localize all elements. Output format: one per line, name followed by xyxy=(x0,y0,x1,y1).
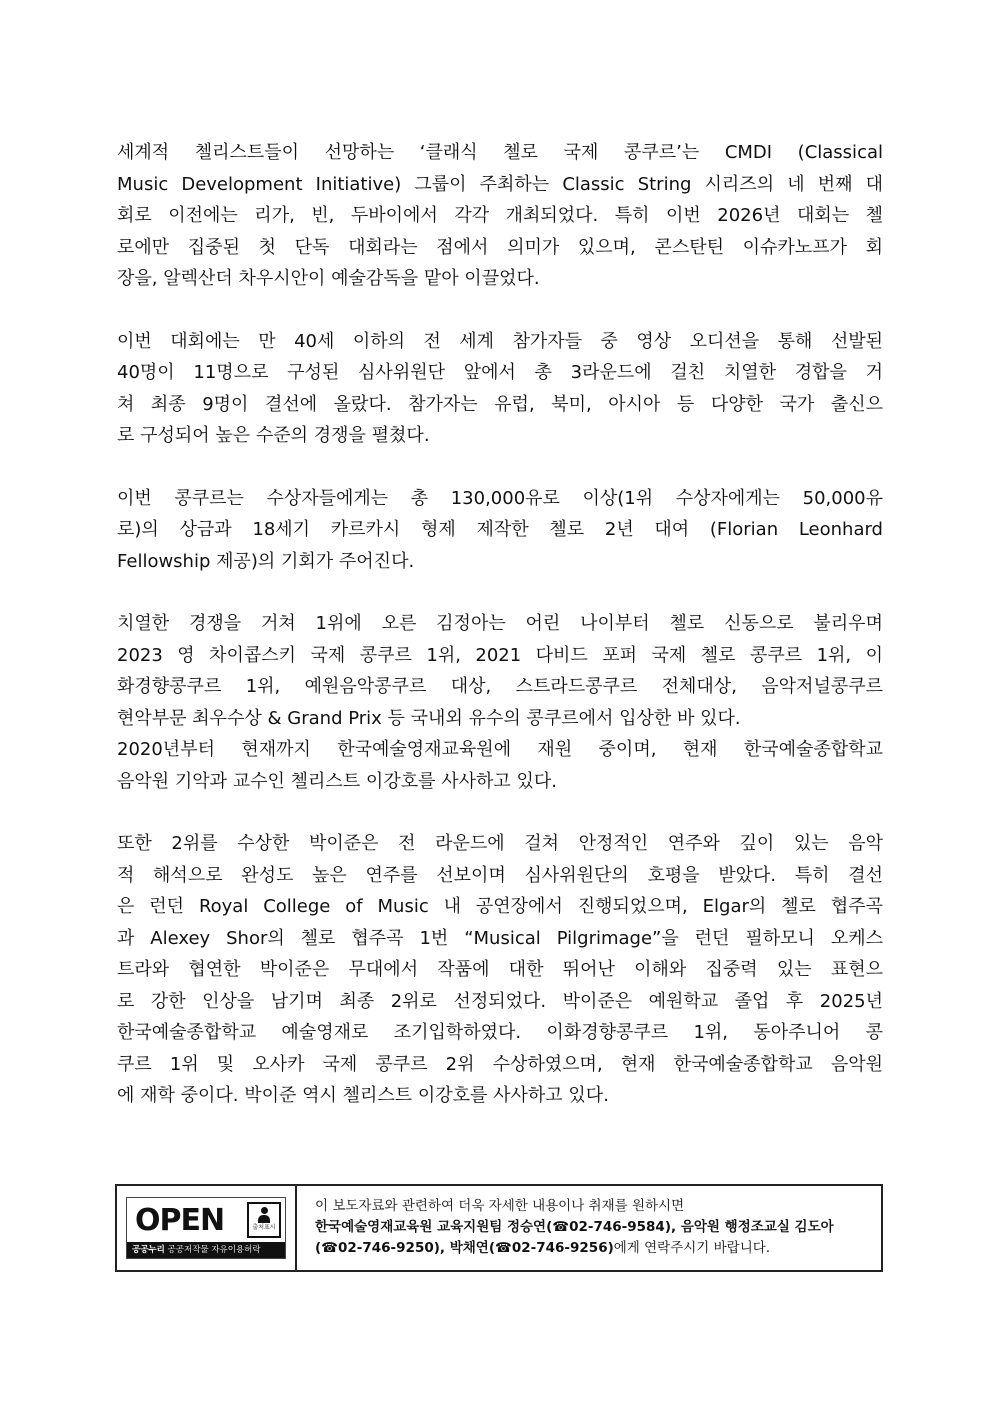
person-icon xyxy=(257,1207,271,1223)
paragraph-4 xyxy=(117,608,883,797)
text-line: 세계적 첼리스트들이 선망하는 ‘클래식 첼로 국제 콩쿠르’는 CMDI (Classical xyxy=(117,142,883,163)
text-line: 현악부문 최우수상 & Grand Prix 등 국내외 유수의 콩쿠르에서 입상한 바 있다. xyxy=(117,707,741,729)
text-line: 로에만 집중된 첫 단독 대회라는 점에서 의미가 있으며, 콘스탄틴 이슈카노프가 회 xyxy=(117,236,883,258)
text-line: 음악원 기악과 교수인 첼리스트 이강호를 사사하고 있다. xyxy=(117,770,557,792)
text-line: 장을, 알렉산더 차우시안이 예술감독을 맡아 이끌었다. xyxy=(117,268,540,289)
paragraph-2 xyxy=(117,326,883,452)
press-release-body xyxy=(117,137,883,1143)
text-line: 쿠르 1위 및 오사카 국제 콩쿠르 2위 수상하였으며, 현재 한국예술종합학교 음악원 xyxy=(117,1053,883,1075)
text-line: 회로 이전에는 리가, 빈, 두바이에서 각각 개최되었다. 특히 이번 2026년 대회는 첼 xyxy=(117,205,883,226)
contact-closing: 에게 연락주시기 바랍니다. xyxy=(613,1240,771,1256)
contact-footer xyxy=(115,1184,883,1272)
text-line: 적 해석으로 완성도 높은 연주를 선보이며 심사위원단의 호평을 받았다. 특히 결선 xyxy=(117,864,883,886)
text-line: 또한 2위를 수상한 박이준은 전 라운드에 걸쳐 안정적인 연주와 깊이 있는 음악 xyxy=(117,833,883,854)
contact-info xyxy=(297,1186,881,1270)
text-line: 이번 콩쿠르는 수상자들에게는 총 130,000유로 이상(1위 수상자에게는 50,000유 xyxy=(117,487,883,509)
paragraph-5 xyxy=(117,828,883,1112)
kogl-logo-caption xyxy=(127,1242,285,1258)
paragraph-1 xyxy=(117,137,883,295)
text-line: Fellowship 제공)의 기회가 주어진다. xyxy=(117,550,415,572)
text-line: 로)의 상금과 18세기 카르카시 형제 제작한 첼로 2년 대여 (Florian Leonhard xyxy=(117,519,883,540)
open-license-logo-cell xyxy=(117,1186,297,1270)
text-line: 한국예술종합학교 예술영재로 조기입학하였다. 이화경향콩쿠르 1위, 동아주니어 콩 xyxy=(117,1022,883,1043)
kogl-brand: 공공누리 xyxy=(132,1245,165,1255)
text-line: 치열한 경쟁을 거쳐 1위에 오른 김정아는 어린 나이부터 첼로 신동으로 불리우며 xyxy=(117,613,883,634)
text-line: 은 런던 Royal College of Music 내 공연장에서 진행되었으며, Elgar의 첼로 협주곡 xyxy=(117,896,883,917)
text-line: 로 강한 인상을 남기며 최종 2위로 선정되었다. 박이준은 예원학교 졸업 후 2025년 xyxy=(117,990,883,1012)
text-line: Music Development Initiative) 그룹이 주최하는 Classic String 시리즈의 네 번째 대 xyxy=(117,173,883,195)
text-line: 에 재학 중이다. 박이준 역시 첼리스트 이강호를 사사하고 있다. xyxy=(117,1085,609,1106)
text-line: 이번 대회에는 만 40세 이하의 전 세계 참가자들 중 영상 오디션을 통해 선발된 xyxy=(117,330,883,352)
text-line: 2020년부터 현재까지 한국예술영재교육원에 재원 중이며, 현재 한국예술종합학교 xyxy=(117,739,883,760)
contact-line-3 xyxy=(315,1238,881,1259)
text-line: 트라와 협연한 박이준은 무대에서 작품에 대한 뛰어난 이해와 집중력 있는 표현으 xyxy=(117,959,883,980)
kogl-open-logo xyxy=(126,1197,286,1259)
contact-line-2: 한국예술영재교육원 교육지원팀 정승연(☎02-746-9584), 음악원 행정조교실 김도아 xyxy=(315,1219,834,1235)
attribution-label: 출처표시 xyxy=(252,1224,276,1231)
contact-line-1: 이 보도자료와 관련하여 더욱 자세한 내용이나 취재를 원하시면 xyxy=(315,1198,685,1214)
attribution-icon xyxy=(247,1202,281,1238)
text-line: 40명이 11명으로 구성된 심사위원단 앞에서 총 3라운드에 걸친 치열한 경합을 거 xyxy=(117,362,883,383)
contact-phones: (☎02-746-9250), 박채연(☎02-746-9256) xyxy=(315,1240,614,1256)
text-line: 로 구성되어 높은 수준의 경쟁을 펼쳤다. xyxy=(117,425,430,446)
text-line: 화경향콩쿠르 1위, 예원음악콩쿠르 대상, 스트라드콩쿠르 전체대상, 음악저널콩쿠르 xyxy=(117,676,883,697)
kogl-open-text: OPEN xyxy=(135,1202,225,1238)
kogl-caption-rest: 공공저작물 자유이용허락 xyxy=(164,1245,261,1255)
text-line: 쳐 최종 9명이 결선에 올랐다. 참가자는 유럽, 북미, 아시아 등 다양한 국가 출신으 xyxy=(117,393,883,415)
text-line: 과 Alexey Shor의 첼로 협주곡 1번 “Musical Pilgrimage”을 런던 필하모니 오케스 xyxy=(117,927,883,949)
text-line: 2023 영 차이콥스키 국제 콩쿠르 1위, 2021 다비드 포퍼 국제 첼로 콩쿠르 1위, 이 xyxy=(117,644,883,666)
paragraph-3 xyxy=(117,483,883,578)
